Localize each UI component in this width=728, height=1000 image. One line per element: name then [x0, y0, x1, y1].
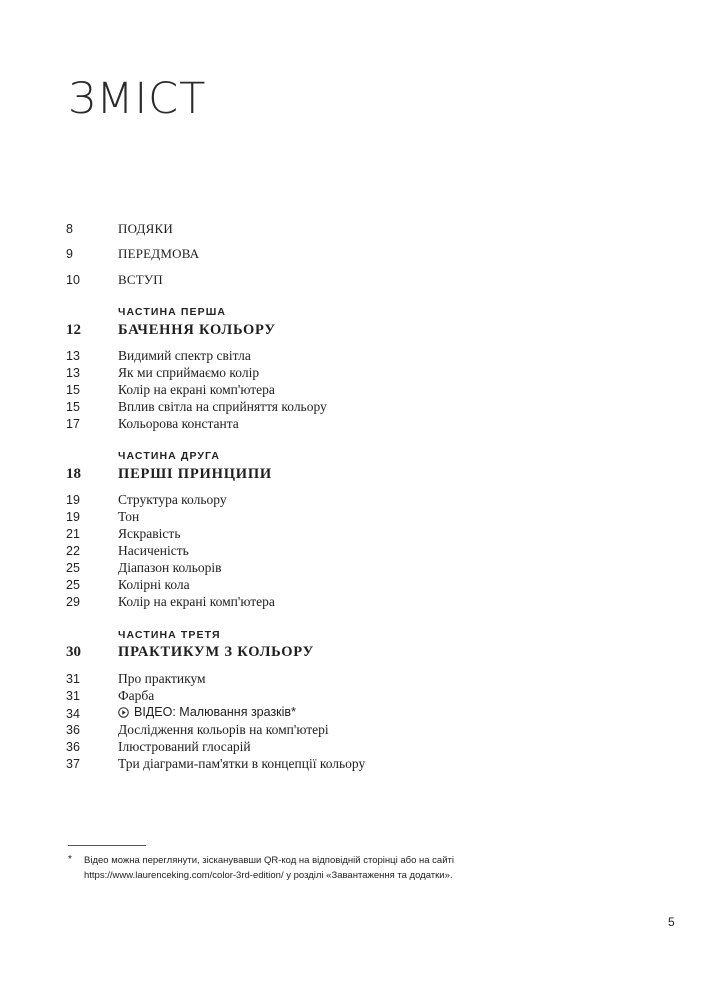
part-two-heading[interactable]: [66, 466, 272, 484]
toc-entry-label: Дослідження кольорів на комп'ютері: [118, 722, 329, 737]
footnote-divider: [68, 845, 146, 846]
toc-page-number: 36: [66, 723, 80, 737]
toc-entry-label: Колірні кола: [118, 577, 190, 592]
footnote-marker: *: [68, 854, 72, 865]
toc-page-number: 25: [66, 561, 80, 575]
toc-entry[interactable]: [66, 382, 275, 400]
toc-entry-label: Кольорова константа: [118, 416, 239, 431]
toc-entry-introduction[interactable]: [66, 272, 163, 290]
page-number: 5: [668, 915, 675, 929]
toc-entry-foreword[interactable]: [66, 246, 199, 264]
toc-entry[interactable]: [66, 577, 190, 595]
toc-entry-label: Як ми сприймаємо колір: [118, 365, 260, 380]
toc-entry[interactable]: [66, 560, 222, 578]
toc-page-number: 30: [66, 644, 81, 660]
video-link[interactable]: [118, 705, 296, 719]
footnote-line-2: https://www.laurenceking.com/color-3rd-edition/ у розділі «Завантаження та додатки».: [84, 870, 453, 881]
toc-page-number: 9: [66, 247, 73, 261]
toc-entry[interactable]: [66, 739, 251, 757]
toc-page-number: 37: [66, 757, 80, 771]
toc-entry-label: Яскравість: [118, 526, 181, 541]
toc-page-number: 10: [66, 273, 80, 287]
toc-entry[interactable]: [66, 671, 206, 689]
toc-entry[interactable]: [66, 722, 329, 740]
toc-entry-label: ПЕРЕДМОВА: [118, 246, 200, 261]
toc-entry-label: Три діаграми-пам'ятки в концепції кольору: [118, 756, 366, 771]
footnote: [68, 853, 588, 883]
toc-entry-label: Колір на екрані комп'ютера: [118, 382, 275, 397]
toc-page-number: 19: [66, 510, 80, 524]
toc-entry[interactable]: [66, 365, 259, 383]
part-title: БАЧЕННЯ КОЛЬОРУ: [118, 322, 276, 338]
toc-entry[interactable]: [66, 594, 275, 612]
part-one-heading[interactable]: [66, 322, 276, 340]
toc-entry-label: Насиченість: [118, 543, 189, 558]
toc-page-number: 13: [66, 349, 80, 363]
toc-entry-label: Вплив світла на сприйняття кольору: [118, 399, 327, 414]
part-title: ПЕРШІ ПРИНЦИПИ: [118, 466, 273, 482]
toc-entry[interactable]: [66, 416, 239, 434]
toc-entry-label: Колір на екрані комп'ютера: [118, 594, 275, 609]
toc-page-number: 17: [66, 417, 80, 431]
part-title: ПРАКТИКУМ З КОЛЬОРУ: [118, 644, 315, 660]
toc-page-number: 19: [66, 493, 80, 507]
toc-entry[interactable]: [66, 492, 227, 510]
toc-entry[interactable]: [66, 348, 251, 366]
toc-entry[interactable]: [66, 756, 365, 774]
toc-entry-label: Діапазон кольорів: [118, 560, 222, 575]
toc-page-number: 34: [66, 706, 80, 721]
toc-entry-video[interactable]: [66, 705, 296, 723]
part-two-label: ЧАСТИНА ДРУГА: [118, 450, 221, 462]
toc-page-number: 29: [66, 595, 80, 609]
page-title: ЗМІСТ: [68, 74, 207, 124]
toc-entry-label: ВСТУП: [118, 272, 163, 287]
toc-entry-label: Ілюстрований глосарій: [118, 739, 251, 754]
part-three-label: ЧАСТИНА ТРЕТЯ: [118, 629, 221, 641]
play-circle-icon: [118, 707, 129, 718]
toc-entry-acknowledgements[interactable]: [66, 221, 173, 239]
toc-page-number: 15: [66, 400, 80, 414]
toc-page-number: 31: [66, 689, 80, 703]
toc-page-number: 21: [66, 527, 80, 541]
toc-entry-label: Видимий спектр світла: [118, 348, 251, 363]
toc-entry-label: Фарба: [118, 688, 155, 703]
toc-page-number: 12: [66, 322, 81, 338]
toc-page-number: 36: [66, 740, 80, 754]
toc-entry[interactable]: [66, 399, 327, 417]
toc-page-number: 8: [66, 222, 73, 236]
toc-entry[interactable]: [66, 509, 139, 527]
toc-page-number: 31: [66, 672, 80, 686]
part-one-label: ЧАСТИНА ПЕРША: [118, 306, 227, 318]
toc-page-number: 15: [66, 383, 80, 397]
footnote-line-1: Відео можна переглянути, зісканувавши QR-код на відповідній сторінці або на сайті: [84, 855, 454, 866]
toc-page-number: 18: [66, 466, 81, 482]
toc-page-number: 13: [66, 366, 80, 380]
toc-entry-label: Про практикум: [118, 671, 206, 686]
toc-entry-label: ПОДЯКИ: [118, 221, 173, 236]
toc-entry[interactable]: [66, 526, 180, 544]
toc-page-number: 22: [66, 544, 80, 558]
toc-entry-label: ВІДЕО: Малювання зразків*: [134, 705, 296, 719]
part-three-heading[interactable]: [66, 644, 314, 662]
toc-entry-label: Структура кольору: [118, 492, 227, 507]
toc-entry[interactable]: [66, 688, 154, 706]
toc-page-number: 25: [66, 578, 80, 592]
toc-entry[interactable]: [66, 543, 189, 561]
toc-entry-label: Тон: [118, 509, 140, 524]
